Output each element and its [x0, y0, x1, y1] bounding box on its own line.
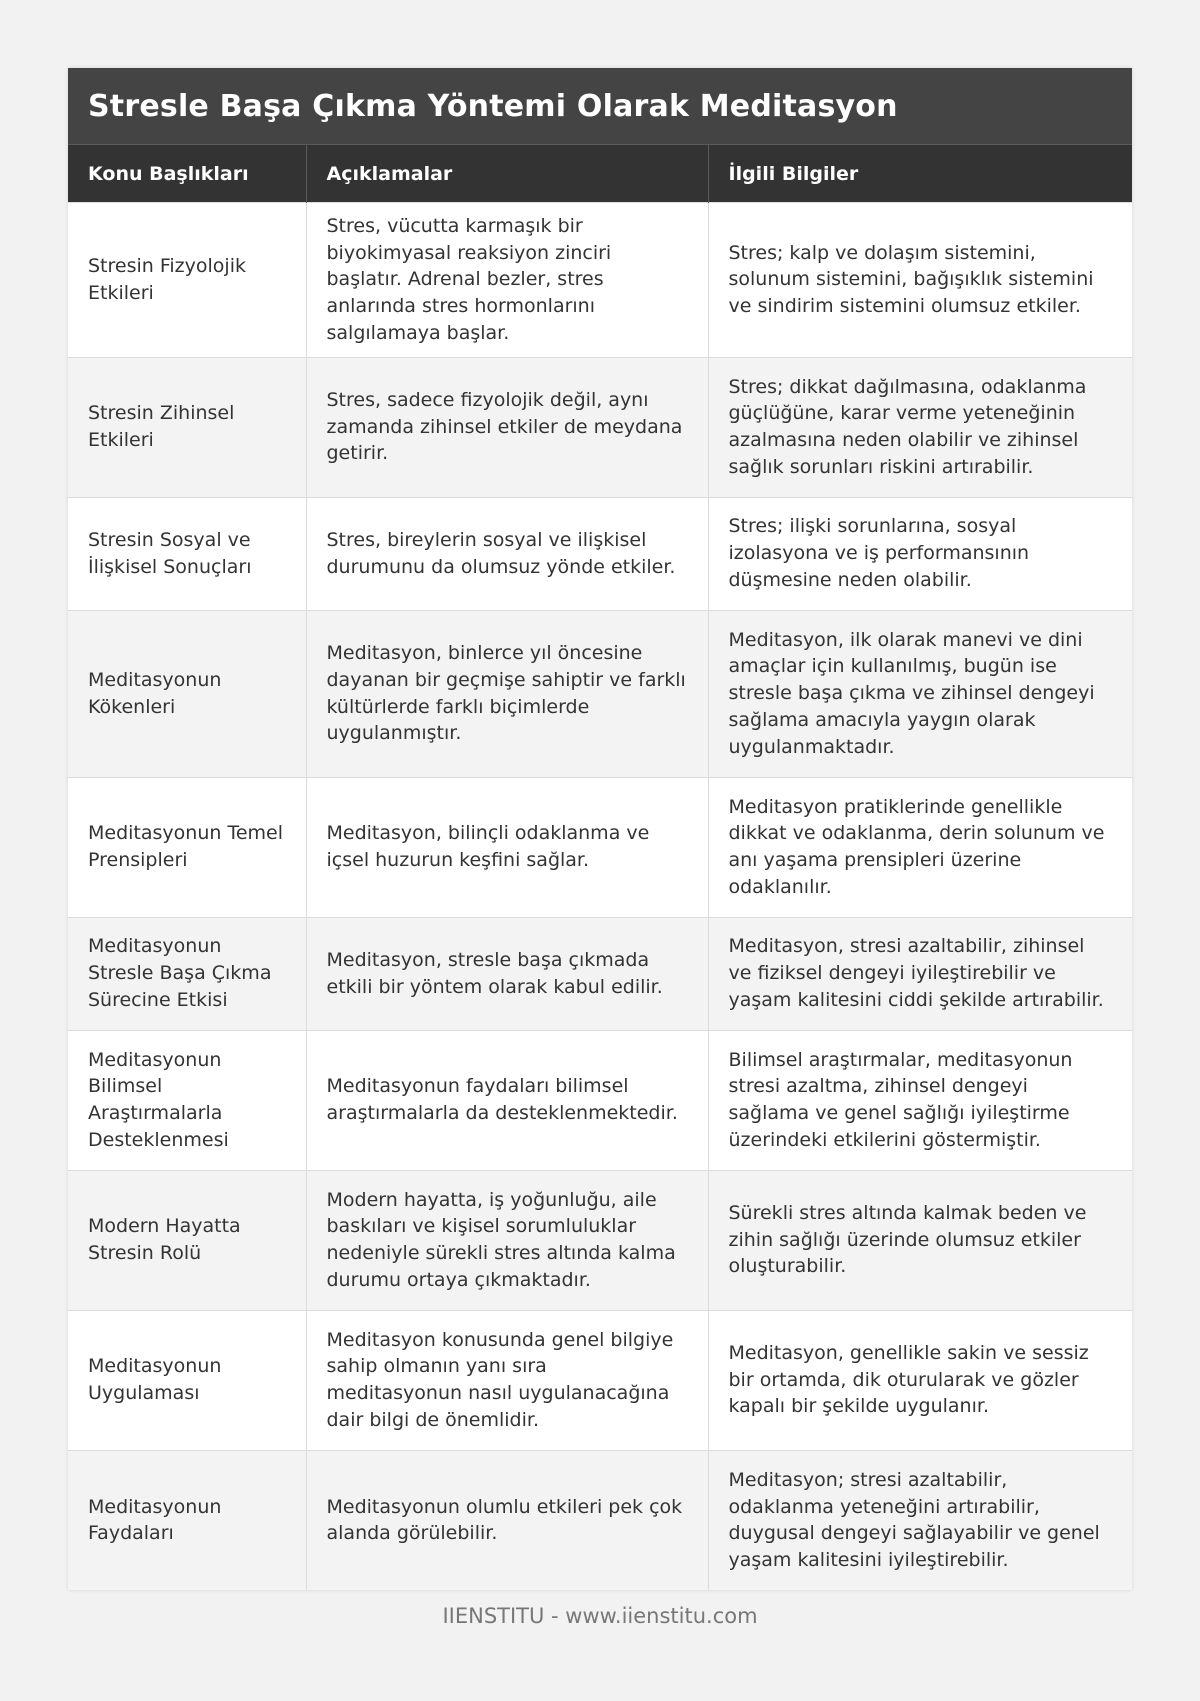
cell-topic: Meditasyonun Uygulaması — [68, 1310, 306, 1450]
cell-topic: Stresin Fizyolojik Etkileri — [68, 203, 306, 358]
cell-topic: Meditasyonun Faydaları — [68, 1450, 306, 1590]
cell-info: Meditasyon pratiklerinde genellikle dikkat ve odaklanma, derin solunum ve anı yaşama prensipleri üzerine odaklanılır. — [708, 777, 1132, 917]
table-row — [68, 610, 1132, 777]
footer-credit: IIENSTITU - www.iienstitu.com — [442, 1604, 758, 1628]
cell-description: Stres, vücutta karmaşık bir biyokimyasal reaksiyon zinciri başlatır. Adrenal bezler, stres anlarında stres hormonlarını salgılamaya başlar. — [306, 203, 708, 358]
cell-info: Stres; ilişki sorunlarına, sosyal izolasyona ve iş performansının düşmesine neden olabilir. — [708, 497, 1132, 610]
cell-description: Modern hayatta, iş yoğunluğu, aile baskıları ve kişisel sorumluluklar nedeniyle sürekli stres altında kalma durumu ortaya çıkmaktadır. — [306, 1170, 708, 1310]
cell-info: Stres; kalp ve dolaşım sistemini, solunum sistemini, bağışıklık sistemini ve sindirim sistemini olumsuz etkiler. — [708, 203, 1132, 358]
page-title: Stresle Başa Çıkma Yöntemi Olarak Meditasyon — [88, 88, 898, 124]
cell-info: Meditasyon, stresi azaltabilir, zihinsel ve fiziksel dengeyi iyileştirebilir ve yaşam kalitesini ciddi şekilde artırabilir. — [708, 917, 1132, 1030]
cell-topic: Meditasyonun Bilimsel Araştırmalarla Desteklenmesi — [68, 1030, 306, 1170]
cell-topic: Meditasyonun Temel Prensipleri — [68, 777, 306, 917]
cell-description: Meditasyon, bilinçli odaklanma ve içsel huzurun keşfini sağlar. — [306, 777, 708, 917]
cell-description: Meditasyonun olumlu etkileri pek çok alanda görülebilir. — [306, 1450, 708, 1590]
table-row — [68, 357, 1132, 497]
table-row — [68, 1030, 1132, 1170]
column-header-topic: Konu Başlıkları — [68, 145, 306, 203]
cell-description: Meditasyon konusunda genel bilgiye sahip olmanın yanı sıra meditasyonun nasıl uygulanacağına dair bilgi de önemlidir. — [306, 1310, 708, 1450]
cell-info: Bilimsel araştırmalar, meditasyonun stresi azaltma, zihinsel dengeyi sağlama ve genel sağlığı iyileştirme üzerindeki etkilerini göstermiştir. — [708, 1030, 1132, 1170]
table-row — [68, 203, 1132, 358]
info-table — [68, 144, 1132, 1590]
cell-info: Stres; dikkat dağılmasına, odaklanma güçlüğüne, karar verme yeteneğinin azalmasına neden olabilir ve zihinsel sağlık sorunları riskini artırabilir. — [708, 357, 1132, 497]
cell-info: Meditasyon, genellikle sakin ve sessiz bir ortamda, dik oturularak ve gözler kapalı bir şekilde uygulanır. — [708, 1310, 1132, 1450]
cell-description: Stres, sadece fizyolojik değil, aynı zamanda zihinsel etkiler de meydana getirir. — [306, 357, 708, 497]
content-card — [68, 68, 1132, 1590]
table-row — [68, 497, 1132, 610]
table-row — [68, 1310, 1132, 1450]
title-bar — [68, 68, 1132, 144]
cell-info: Meditasyon, ilk olarak manevi ve dini amaçlar için kullanılmış, bugün ise stresle başa çıkma ve zihinsel dengeyi sağlama amacıyla yaygın olarak uygulanmaktadır. — [708, 610, 1132, 777]
cell-topic: Stresin Sosyal ve İlişkisel Sonuçları — [68, 497, 306, 610]
cell-info: Sürekli stres altında kalmak beden ve zihin sağlığı üzerinde olumsuz etkiler oluşturabilir. — [708, 1170, 1132, 1310]
cell-description: Meditasyon, stresle başa çıkmada etkili bir yöntem olarak kabul edilir. — [306, 917, 708, 1030]
cell-topic: Modern Hayatta Stresin Rolü — [68, 1170, 306, 1310]
cell-info: Meditasyon; stresi azaltabilir, odaklanma yeteneğini artırabilir, duygusal dengeyi sağlayabilir ve genel yaşam kalitesini iyileştirebilir. — [708, 1450, 1132, 1590]
table-header-row — [68, 145, 1132, 203]
column-header-info: İlgili Bilgiler — [708, 145, 1132, 203]
table-row — [68, 917, 1132, 1030]
column-header-description: Açıklamalar — [306, 145, 708, 203]
table-row — [68, 777, 1132, 917]
cell-description: Meditasyonun faydaları bilimsel araştırmalarla da desteklenmektedir. — [306, 1030, 708, 1170]
cell-description: Stres, bireylerin sosyal ve ilişkisel durumunu da olumsuz yönde etkiler. — [306, 497, 708, 610]
cell-topic: Stresin Zihinsel Etkileri — [68, 357, 306, 497]
table-row — [68, 1170, 1132, 1310]
cell-description: Meditasyon, binlerce yıl öncesine dayanan bir geçmişe sahiptir ve farklı kültürlerde farklı biçimlerde uygulanmıştır. — [306, 610, 708, 777]
table-row — [68, 1450, 1132, 1590]
cell-topic: Meditasyonun Kökenleri — [68, 610, 306, 777]
cell-topic: Meditasyonun Stresle Başa Çıkma Sürecine Etkisi — [68, 917, 306, 1030]
